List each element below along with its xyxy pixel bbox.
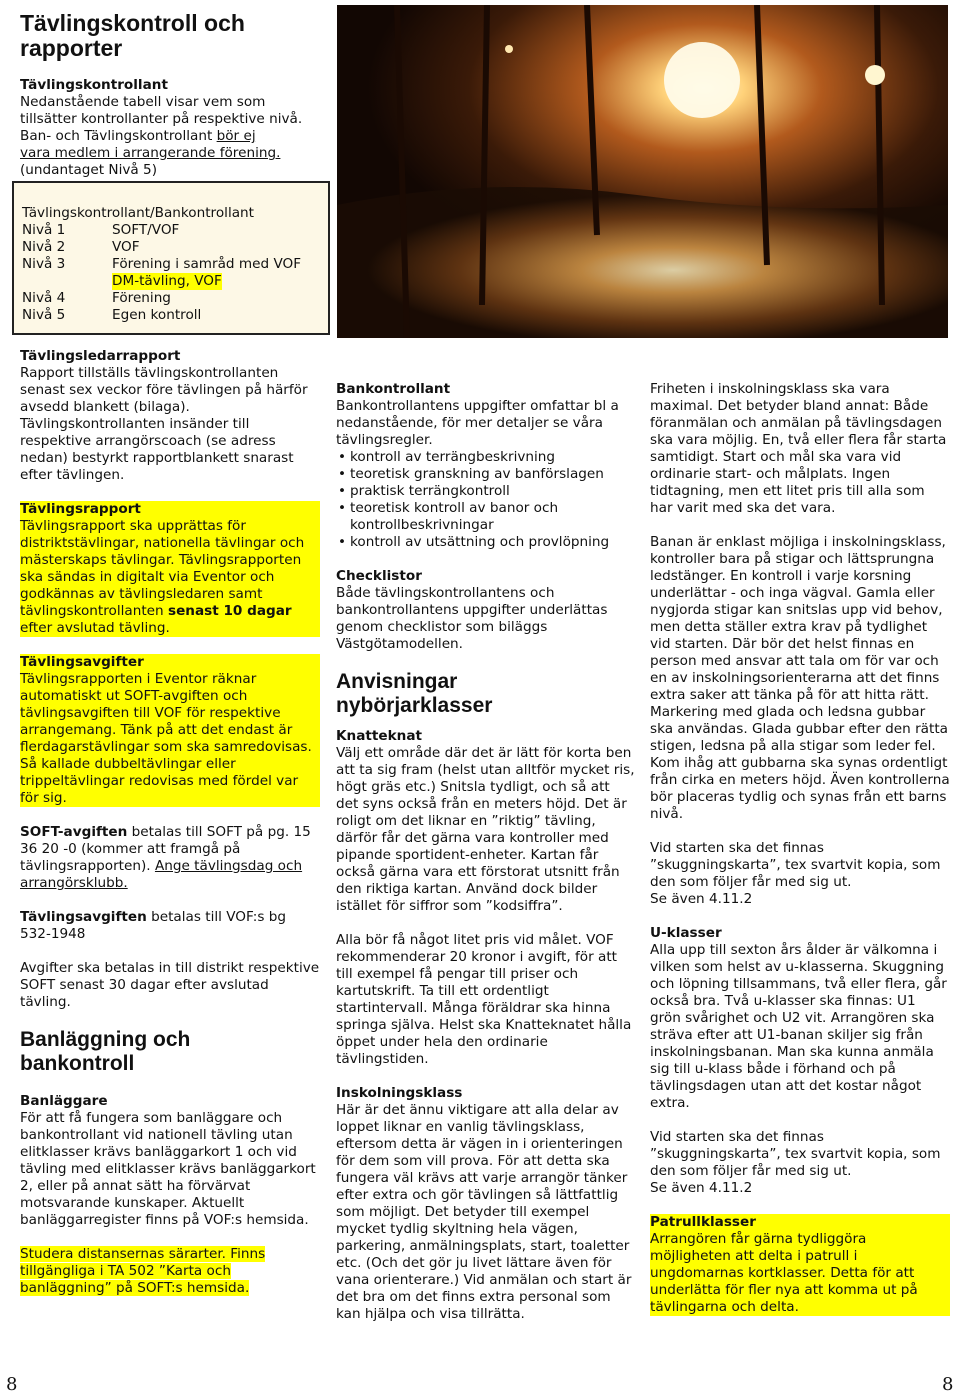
page-number-left: 8 [6,1374,18,1395]
tlr-p1: Rapport tillställs tävlingskontrollanten senast sex veckor före tävlingen på härför avsedd blankett (bilaga). [20,365,308,415]
tk-line4: vara medlem i arrangerande förening. [20,145,281,161]
tk-line2: tillsätter kontrollanter på respektive nivå. [20,111,303,127]
column-3 [650,381,950,1316]
uk-p1: Alla upp till sexton års ålder är välkomna i vilken som helst av u-klasserna. Skuggning och löpning tillsammans, två eller flera, går också bra. Två u-klasser ska finnas: U1 grön svårighet och U2 vit. Arrangören ska sträva efter att U1-banan skiljer sig från inskolningsbanan. Man ska kunna anmäla sig till u-klass både i förhand och på tävlingsdagen utan att det kostar något extra. [650,942,947,1111]
kn-p1: Välj ett område där det är lätt för korta ben att ta sig fram (helst utan alltför mycket ris, högt gräs etc.) Snitsla tydligt, och så att det syns också från en meters höjd. Det är roligt om det liknar en ”riktig” tävling, därför får det gärna vara kontroller med pipande sportident-enheter. Kartan får också gärna vara ett förstorat utsnitt från den riktiga kartan. Använd dock bilder istället för siffror som ”kodsiffra”. [336,745,635,914]
page-number-right: 8 [942,1374,954,1395]
tr-heading: Tävlingsrapport [20,501,141,517]
cl-heading: Checklistor [336,568,422,584]
district-fee: Avgifter ska betalas in till distrikt respektive SOFT senast 30 dagar efter avslutad tävling. [20,960,320,1010]
tk-line5: (undantaget Nivå 5) [20,162,158,178]
tr-section [20,501,320,637]
ban-title: Banläggning och bankontroll [20,1028,191,1075]
pk-p1: Arrangören får gärna tydliggöra möjligheten att delta i patrull i ungdomarnas kortklasser. Detta för att underlätta för fler nya att komma ut på tävlingarna och delta. [650,1231,918,1315]
cl-p1: Både tävlingskontrollantens och bankontrollantens uppgifter underlättas genom checklistor som biläggs Västgötamodellen. [336,585,608,652]
tk-heading: Tävlingskontrollant [20,77,168,93]
uk-heading: U-klasser [650,925,722,941]
list-item: • kontroll av terrängbeskrivning [350,449,636,466]
table-header: Tävlingskontrollant/Bankontrollant [22,205,254,221]
level-label: Nivå 4 [22,290,66,306]
tk-line3: Ban- och Tävlingskontrollant bör ej [20,128,256,144]
table-row [22,222,322,239]
column-2 [336,381,636,1323]
c3-p4-see: Se även 4.11.2 [650,1180,753,1196]
ik-heading: Inskolningsklass [336,1085,463,1101]
c3-p1: Friheten i inskolningsklass ska vara maximal. Det betyder bland annat: Både föranmälan och anmälan på tävlingsdagen ska vara möjlig. En, två eller flera får starta samtidigt. Start och mål ska vara vid ordinarie start- och målplats. Ingen tidtagning, men ett litet pris till alla som har varit med ska det vara. [650,381,947,516]
level-value: VOF [112,239,140,255]
tlr-heading: Tävlingsledarrapport [20,348,181,364]
bk-list [336,449,636,551]
night-forest-photo [337,5,948,338]
soft-fee: SOFT-avgiften betalas till SOFT på pg. 15 36 20 -0 (kommer att framgå på tävlingsrapporten). Ange tävlingsdag och arrangörsklubb. [20,824,311,891]
level-label: Nivå 5 [22,307,66,323]
ta-p1: Tävlingsrapporten i Eventor räknar automatiskt ut SOFT-avgiften och tävlingsavgiften till VOF för respektive arrangemang. Tänk på att det endast är flerdagarstävlingar som ska samredovisas. Så kallade dubbeltävlingar eller trippeltävlingar redovisas med fördel var för sig. [20,671,312,806]
tr-p1: Tävlingsrapport ska upprättas för distriktstävlingar, nationella tävlingar och mästerskaps tävlingar. Tävlingsrapporten ska sändas in digitalt via Eventor och godkännas av tävlingsledaren samt tävlingskontrollanten senast 10 dagar efter avslutad tävling. [20,518,305,636]
c3-p2: Banan är enklast möjliga i inskolningsklass, kontroller bara på stigar och lättsprungna ledstänger. En kontroll i varje korsning underlättar - och inga vägval. Gamla eller nygjorda stigar kan snitslas upp vid behov, men detta ställer extra krav på tydlighet vid starten. Där bör det helst finnas en person med ansvar att tala om för var och en av inskolningsorienterarna att det finns extra saker att tänka på för att hitta rätt. Markering med glada och ledsna gubbar ska användas. Glada gubbar efter den rätta stigen, ledsna på alla stigar som leder fel. Kom ihåg att gubbarna ska synas ordentligt från cirka en meters höjd. Även kontrollerna bör placeras tydlig och synas från ett barns nivå. [650,534,950,822]
photo-illustration [337,5,948,338]
list-item: • teoretisk granskning av banförslagen [350,466,636,483]
bl-p2: Studera distansernas särarter. Finns tillgängliga i TA 502 ”Karta och banläggning” på SOFT:s hemsida. [20,1246,266,1296]
level-value: SOFT/VOF [112,222,180,238]
pk-heading: Patrullklasser [650,1214,756,1230]
kn-p2: Alla bör få något litet pris vid målet. VOF rekommenderar 20 kronor i avgift, för att till exempel få pengar till priser och kartutskrift. Ta till ett ordentligt startintervall. Många föräldrar ska hinna springa själva. Helst ska Knatteknatet hålla öppet under hela den ordinarie tävlingstiden. [336,932,632,1067]
table-row [22,239,322,256]
level-label: Nivå 2 [22,239,66,255]
bk-heading: Bankontrollant [336,381,451,397]
tlr-p2: Tävlingskontrollanten insänder till respektive arrangörscoach (se adress nedan) bestyrkt rapportblankett snarast efter tävlingen. [20,416,294,483]
page-title: Tävlingskontroll och rapporter [20,10,245,61]
ta-section [20,654,320,807]
list-item: • kontroll av utsättning och provlöpning [350,534,636,551]
ta-heading: Tävlingsavgifter [20,654,144,670]
vof-fee: Tävlingsavgiften betalas till VOF:s bg 532-1948 [20,909,287,942]
table-row [22,307,322,324]
level-label [22,273,112,290]
anv-title: Anvisningar nybörjarklasser [336,670,493,717]
level-table [12,181,330,335]
bk-p1: Bankontrollantens uppgifter omfattar bl a nedanstående, för mer detaljer se våra tävlingsregler. [336,398,619,448]
kn-heading: Knatteknat [336,728,422,744]
bl-heading: Banläggare [20,1093,108,1109]
level-label: Nivå 3 [22,256,66,272]
list-item: • teoretisk kontroll av banor och kontrollbeskrivningar [350,500,636,534]
c3-p3-see: Se även 4.11.2 [650,891,753,907]
column-1 [20,348,320,1297]
level-label: Nivå 1 [22,222,66,238]
level-value: Förening i samråd med VOF [112,256,302,272]
bl-p1: För att få fungera som banläggare och bankontrollant vid nationell tävling utan elitklasser krävs banläggarkort 1 och vid tävling med elitklasser krävs banläggarkort 2, eller på annat sätt ha förvärvat motsvarande kunskaper. Aktuellt banläggarregister finns på VOF:s hemsida. [20,1110,316,1228]
level-value: DM-tävling, VOF [112,273,222,289]
list-item: • praktisk terrängkontroll [350,483,636,500]
table-row [22,256,322,273]
tk-section [20,77,330,179]
pk-section [650,1214,950,1316]
c3-p4: Vid starten ska det finnas ”skuggningskarta”, tex svartvit kopia, som den som följer får med sig ut. [650,1129,941,1179]
c3-p3: Vid starten ska det finnas ”skuggningskarta”, tex svartvit kopia, som den som följer får med sig ut. [650,840,941,890]
table-row [22,273,322,290]
tk-line1: Nedanstående tabell visar vem som [20,94,266,110]
level-value: Förening [112,290,171,306]
table-row [22,290,322,307]
ik-p1: Här är det ännu viktigare att alla delar av loppet liknar en vanlig tävlingsklass, eftersom detta är vägen in i orienteringen för dem som vill prova. För att detta ska fungera väl krävs att varje arrangör tänker efter extra och gör tävlingen så lättfattlig som möjligt. Det betyder till exempel mycket tydlig skyltning hela vägen, parkering, anmälningsplats, start, toaletter etc. (Och det gör ju livet lättare även för vana orienterare.) Vid anmälan och start är det bra om det finns extra personal som kan hjälpa och visa tillrätta. [336,1102,632,1322]
level-value: Egen kontroll [112,307,202,323]
